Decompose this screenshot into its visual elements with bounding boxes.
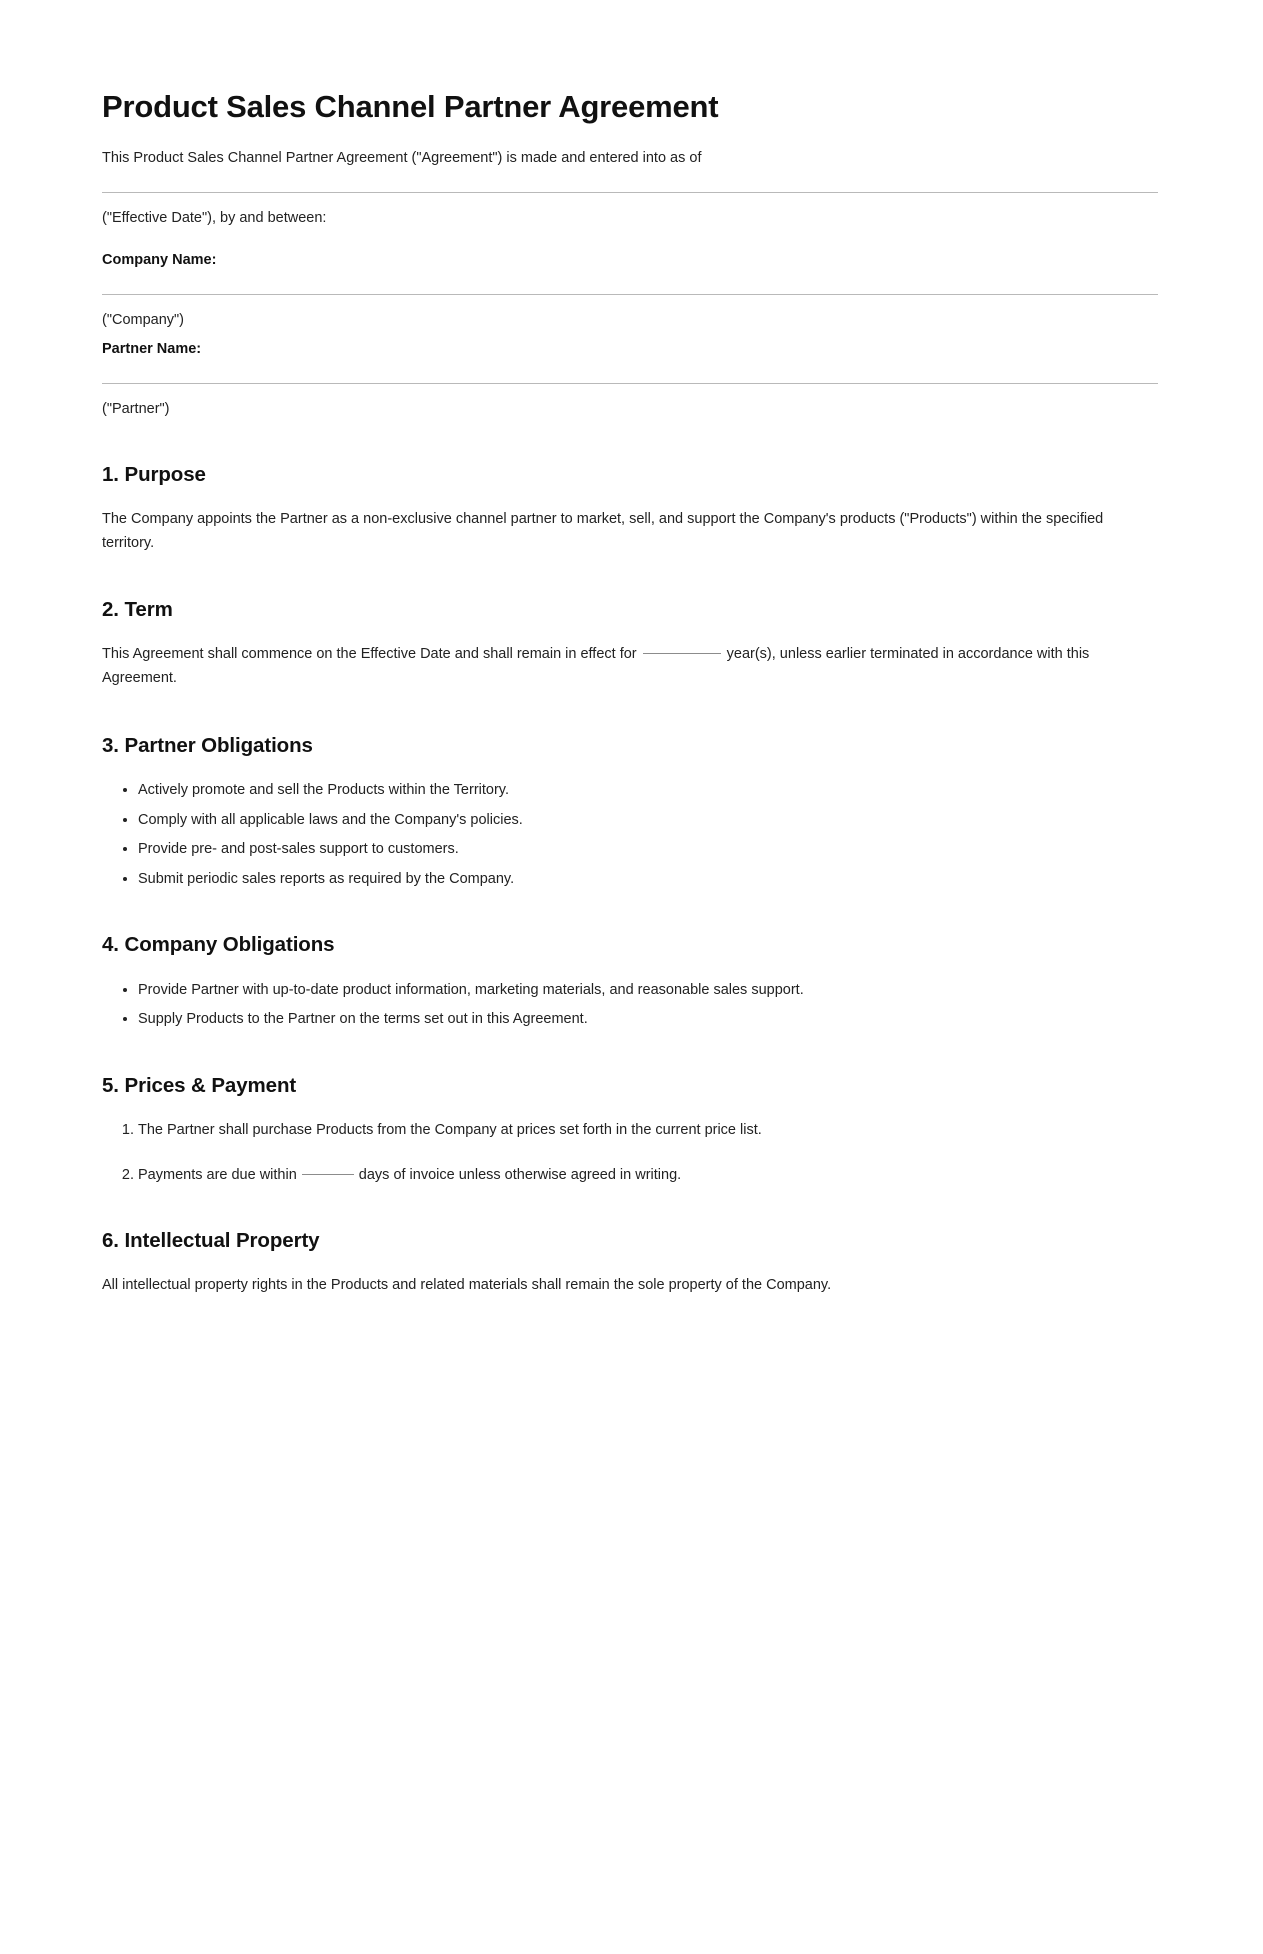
partner-name-label: Partner Name:	[102, 341, 202, 358]
payment-days-blank[interactable]	[302, 1173, 354, 1175]
payment-text-before-blank: Payments are due within	[138, 1166, 297, 1183]
section-heading-prices-payment: 5. Prices & Payment	[102, 1073, 297, 1097]
section-body-purpose: The Company appoints the Partner as a non-exclusive channel partner to market, sell, and support the Company's products ("Products") within the specified territory.	[102, 510, 1104, 551]
section-heading-term: 2. Term	[102, 598, 173, 622]
intro-paragraph: This Product Sales Channel Partner Agreement ("Agreement") is made and entered into as of	[102, 150, 702, 167]
partner-name-blank[interactable]	[102, 383, 1158, 384]
prices-payment-list	[102, 1119, 1158, 1186]
list-item	[138, 1164, 1158, 1186]
partner-obligations-list	[102, 779, 1158, 890]
list-item: • Provide Partner with up-to-date product information, marketing materials, and reasonable sales support.	[138, 979, 1158, 1001]
section-heading-partner-obligations: 3. Partner Obligations	[102, 733, 313, 757]
company-obligations-list	[102, 979, 1158, 1031]
section-body-intellectual-property: All intellectual property rights in the Products and related materials shall remain the sole property of the Company.	[102, 1277, 832, 1294]
list-item: • Actively promote and sell the Products within the Territory.	[138, 779, 1158, 801]
page-title: Product Sales Channel Partner Agreement	[102, 89, 719, 124]
partner-caption: ("Partner")	[102, 400, 170, 417]
payment-text-after-blank: days of invoice unless otherwise agreed in writing.	[358, 1166, 682, 1183]
list-item: • Supply Products to the Partner on the terms set out in this Agreement.	[138, 1008, 1158, 1030]
company-name-label: Company Name:	[102, 252, 217, 269]
list-item: • Submit periodic sales reports as required by the Company.	[138, 868, 1158, 890]
company-name-blank[interactable]	[102, 294, 1158, 295]
term-years-blank[interactable]	[643, 652, 721, 654]
section-heading-company-obligations: 4. Company Obligations	[102, 933, 335, 957]
effective-date-caption: ("Effective Date"), by and between:	[102, 209, 327, 226]
list-item: • Comply with all applicable laws and the Company's policies.	[138, 809, 1158, 831]
section-heading-intellectual-property: 6. Intellectual Property	[102, 1229, 320, 1253]
effective-date-blank[interactable]	[102, 192, 1158, 193]
list-item: 1. The Partner shall purchase Products from the Company at prices set forth in the current price list.	[138, 1119, 1158, 1141]
section-body-term	[102, 642, 1158, 691]
list-item: • Provide pre- and post-sales support to customers.	[138, 838, 1158, 860]
section-heading-purpose: 1. Purpose	[102, 463, 206, 486]
term-text-after-blank: year(s), unless earlier terminated in accordance with this Agreement.	[102, 646, 1090, 687]
company-caption: ("Company")	[102, 311, 185, 328]
term-text-before-blank: This Agreement shall commence on the Effective Date and shall remain in effect for	[102, 646, 637, 662]
